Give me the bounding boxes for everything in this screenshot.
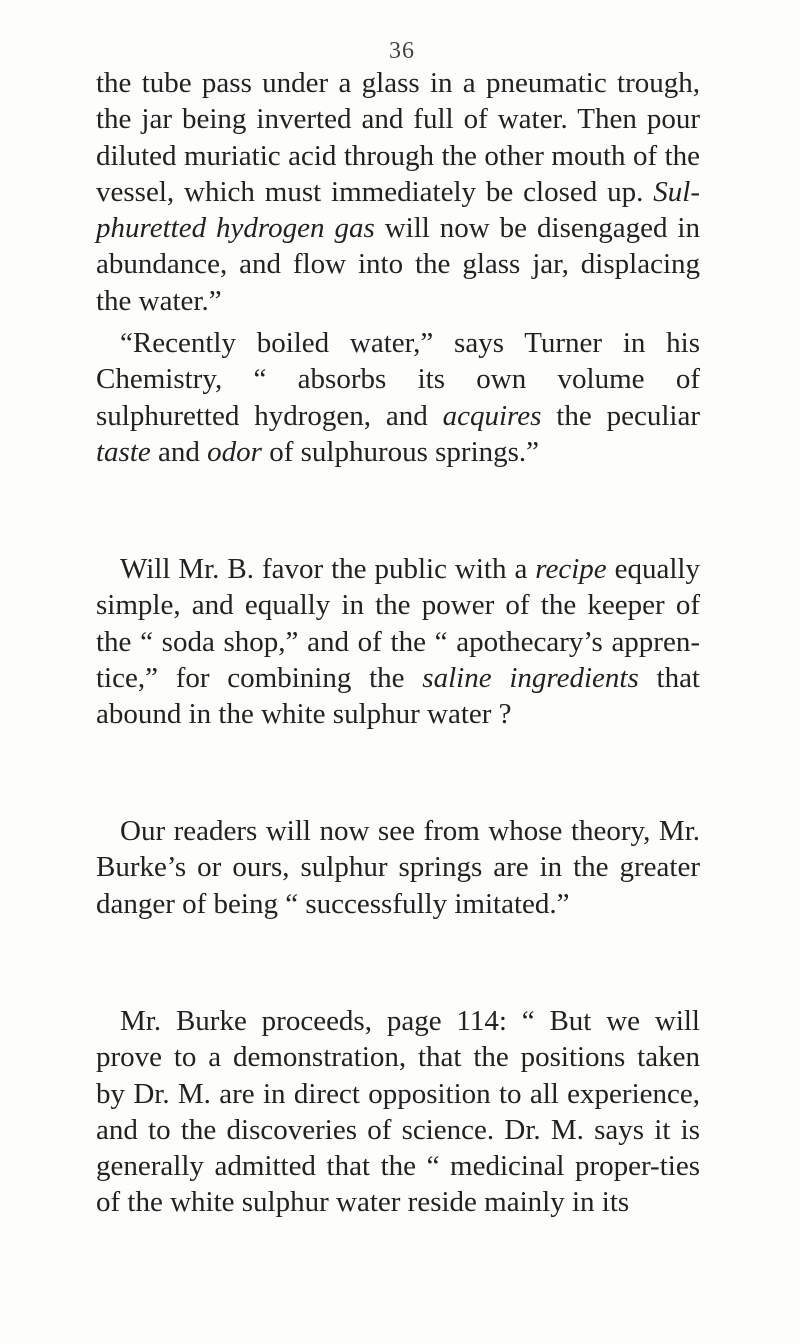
paragraph-4-text: Our readers will now see from whose theory, Mr. Burke’s or ours, sulphur springs are in the greater danger of being “ successfully imitated.” — [96, 815, 700, 920]
paragraph-3-text-b: equally simple, and equally in the power of the keeper of the “ soda shop,” and of the “ apothecary’s appren-tice,” for combining the — [96, 553, 700, 694]
paragraph-1-text-a: the tube pass under a glass in a pneumatic trough, the jar being inverted and full of water. Then pour diluted muriatic acid through the other mouth of the vessel, which must immediately be closed up. — [96, 67, 700, 208]
paragraph-2-text-b: the peculiar — [541, 399, 700, 432]
paragraph-5 — [96, 1003, 700, 1221]
paragraph-3 — [96, 551, 700, 732]
paragraph-3-text-a: Will Mr. B. favor the public with a — [120, 553, 536, 585]
paragraph-2-text-a: “Recently boiled water,” says Turner in his Chemistry, “ absorbs its own volume of sulphuretted hydrogen, and — [96, 327, 700, 432]
paragraph-3-italic-recipe: recipe — [535, 553, 607, 585]
paragraph-2-italic-odor: odor — [207, 435, 262, 468]
paragraph-1-italic-gas: Sul-phuretted hydrogen gas — [96, 175, 700, 245]
paragraph-2-text-d: of sulphurous springs.” — [261, 435, 540, 468]
paragraph-3-italic-saline: saline ingredients — [422, 661, 639, 694]
paragraph-3-text-c: that abound in the white sulphur water ? — [96, 661, 700, 731]
paragraph-2-text-c: and — [150, 435, 208, 468]
paragraph-2 — [96, 325, 700, 470]
paragraph-1-text-b: will now be disengaged in abundance, and flow into the glass jar, displacing the water.” — [96, 212, 700, 317]
paragraph-1 — [96, 65, 700, 319]
paragraph-5-text: Mr. Burke proceeds, page 114: “ But we will prove to a demonstration, that the positions taken by Dr. M. are in direct opposition to all experience, and to the discoveries of science. Dr. M. says it is generally admitted that the “ medicinal proper-ties of the white sulphur water reside mainly in its — [96, 1005, 700, 1219]
paragraph-4 — [96, 813, 700, 922]
page-number: 36 — [389, 38, 415, 64]
paragraph-2-italic-taste: taste — [96, 435, 151, 468]
paragraph-2-italic-acquires: acquires — [442, 399, 542, 432]
